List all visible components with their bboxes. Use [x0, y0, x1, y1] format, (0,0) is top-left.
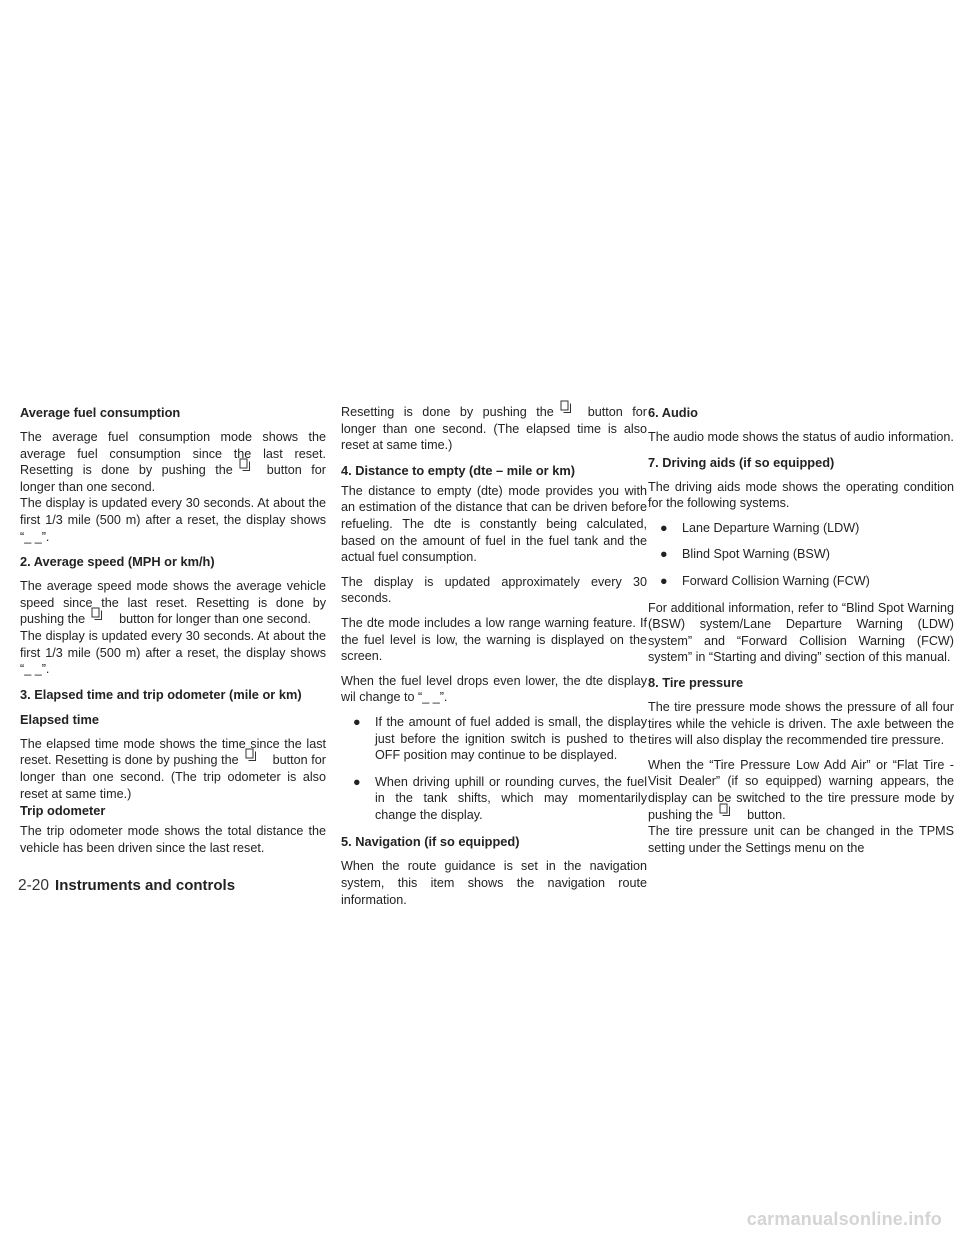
column-middle	[341, 404, 647, 916]
paragraph: When the fuel level drops even lower, the dte display wil change to “_ _”.	[341, 673, 647, 705]
section-heading-average-speed: 2. Average speed (MPH or km/h)	[20, 554, 215, 570]
paragraph: The tire pressure unit can be changed in the TPMS setting under the Settings menu on the	[648, 824, 954, 855]
section-heading-driving-aids: 7. Driving aids (if so equipped)	[648, 454, 835, 470]
subheading-trip-odometer: Trip odometer	[20, 803, 106, 819]
section-heading-distance-to-empty: 4. Distance to empty (dte – mile or km)	[341, 462, 575, 478]
reset-button-icon	[239, 752, 273, 766]
paragraph: The average fuel consumption mode shows the average fuel consumption since the last reset. Resetting is done by pushing the button for longer than one second.	[20, 430, 326, 494]
paragraph: The distance to empty (dte) mode provides you with an estimation of the distance that can be driven before refueling. The dte is constantly being calculated, based on the amount of fuel in the fuel tank and the actual fuel consumption.	[341, 483, 647, 565]
bullet-icon: ●	[353, 774, 361, 789]
paragraph: The display is updated every 30 seconds. At about the first 1/3 mile (500 m) after a reset, the display shows “_ _”.	[20, 496, 326, 544]
list-item: ● Blind Spot Warning (BSW)	[660, 547, 830, 562]
section-heading-tire-pressure: 8. Tire pressure	[648, 674, 744, 690]
bullet-icon: ●	[660, 573, 668, 588]
bullet-icon: ●	[660, 547, 668, 562]
paragraph: The audio mode shows the status of audio information.	[648, 430, 954, 444]
paragraph: The average speed mode shows the average vehicle speed since the last reset. Resetting is done by pushing the button for longer than one second.	[20, 579, 326, 627]
section-heading-audio: 6. Audio	[648, 405, 699, 420]
paragraph: The display is updated approximately every 30 seconds.	[341, 574, 647, 606]
reset-button-icon	[713, 807, 747, 821]
paragraph: The tire pressure mode shows the pressure of all four tires while the vehicle is driven. The axle between the tires will also display the recommended tire pressure.	[648, 699, 954, 748]
list-item: ● When driving uphill or rounding curves, the fuel in the tank shifts, which may momentarily change the display.	[353, 774, 647, 822]
reset-button-icon	[85, 611, 119, 625]
reset-button-icon	[233, 462, 267, 476]
section-heading-average-fuel: Average fuel consumption	[20, 405, 181, 420]
list-item: ● If the amount of fuel added is small, the display just before the ignition switch is pushed to the OFF position may continue to be displayed.	[353, 714, 647, 763]
paragraph: For additional information, refer to “Blind Spot Warning (BSW) system/Lane Departure Warning (LDW) system” and “Forward Collision Warning (FCW) system” in “Starting and diving” section of this manual.	[648, 600, 954, 665]
page-number: 2-20	[18, 877, 50, 894]
watermark-text: carmanualsonline.info	[746, 1209, 942, 1229]
paragraph: The driving aids mode shows the operating condition for the following systems.	[648, 479, 954, 511]
reset-button-icon	[554, 404, 588, 418]
bullet-icon: ●	[353, 714, 361, 729]
paragraph: Resetting is done by pushing the button for longer than one second. (The elapsed time is also reset at same time.)	[341, 404, 647, 454]
section-heading-navigation: 5. Navigation (if so equipped)	[341, 834, 520, 850]
list-item: ● Forward Collision Warning (FCW)	[660, 573, 870, 588]
list-item: ● Lane Departure Warning (LDW)	[660, 520, 860, 535]
paragraph: The elapsed time mode shows the time since the last reset. Resetting is done by pushing the button for longer than one second. (The trip odometer is also reset at same time.)	[20, 736, 327, 801]
paragraph: The trip odometer mode shows the total distance the vehicle has been driven since the last reset.	[20, 824, 326, 855]
section-title: Instruments and controls	[55, 877, 236, 894]
column-left	[20, 404, 326, 864]
bullet-icon: ●	[660, 520, 668, 535]
paragraph: The display is updated every 30 seconds. At about the first 1/3 mile (500 m) after a reset, the display shows “_ _”.	[20, 628, 326, 677]
paragraph: When the “Tire Pressure Low Add Air” or “Flat Tire - Visit Dealer” (if so equipped) warning appears, the display can be switched to the tire pressure mode by pushing the button.	[648, 757, 954, 822]
page-footer	[18, 877, 235, 895]
paragraph: The dte mode includes a low range warning feature. If the fuel level is low, the warning is displayed on the screen.	[341, 615, 647, 664]
column-right	[648, 404, 954, 864]
section-heading-elapsed-time-trip: 3. Elapsed time and trip odometer (mile or km)	[20, 686, 302, 702]
paragraph: When the route guidance is set in the navigation system, this item shows the navigation route information.	[341, 859, 647, 907]
subheading-elapsed-time: Elapsed time	[20, 711, 99, 727]
